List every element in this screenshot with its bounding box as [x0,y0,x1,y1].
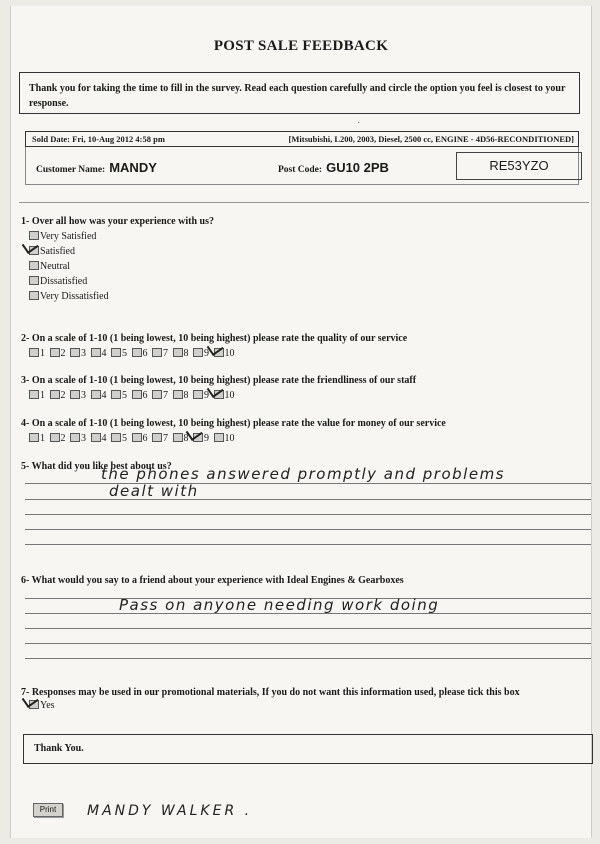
checkbox-icon[interactable] [111,433,121,442]
rating-option[interactable] [50,390,71,401]
customer-row [25,147,579,185]
rating-label: 4 [101,390,107,401]
handwritten-answer-q6: Pass on anyone needing work doing [119,596,440,614]
checkbox-icon[interactable] [111,348,121,357]
question-7: 7- Responses may be used in our promotional materials, If you do not want this information used, please tick this box [21,687,520,698]
q1-options [29,229,109,304]
rating-option[interactable] [29,433,50,444]
checked-checkbox-icon[interactable] [214,390,224,399]
checkbox-icon[interactable] [132,433,142,442]
rating-option[interactable] [70,433,91,444]
checkbox-icon[interactable] [173,348,183,357]
answer-line [25,514,591,515]
vehicle-details: [Mitsubishi, L200, 2003, Diesel, 2500 cc, ENGINE - 4D56-RECONDITIONED] [288,134,574,144]
rating-option[interactable] [152,433,173,444]
rating-label: 1 [40,390,45,401]
checkbox-icon[interactable] [193,390,203,399]
question-5: 5- What did you like best about us? [21,461,172,472]
thank-you-box: Thank You. [23,734,593,764]
rating-label: 3 [81,390,86,401]
rating-label: 5 [122,433,127,444]
print-button[interactable]: Print [33,803,63,817]
rating-label: 6 [142,433,148,444]
postcode-label: Post Code: [278,165,323,175]
rating-label: 10 [224,433,235,444]
rating-option[interactable] [132,348,153,359]
rating-label: 9 [204,390,209,401]
checkbox-icon[interactable] [29,348,39,357]
postcode-value: GU10 2PB [326,160,389,175]
checkbox-icon[interactable] [173,390,183,399]
rating-label: 6 [142,390,148,401]
rating-label: 6 [142,348,148,359]
rating-label: 1 [40,433,45,444]
rating-option[interactable] [193,433,214,444]
registration-box: RE53YZO [456,152,582,180]
rating-option[interactable] [111,390,132,401]
checkbox-icon[interactable] [214,433,224,442]
rating-label: 2 [60,348,66,359]
rating-option[interactable] [173,390,194,401]
rating-label: 1 [40,348,45,359]
checkbox-icon[interactable] [29,291,39,300]
rating-label: 2 [60,433,66,444]
rating-label: 7 [163,348,168,359]
feedback-form-page [10,6,592,838]
checked-checkbox-icon[interactable] [214,348,224,357]
checkbox-icon[interactable] [132,348,142,357]
customer-name-value: MANDY [109,160,157,175]
question-2: 2- On a scale of 1-10 (1 being lowest, 10 being highest) please rate the quality of our service [21,333,408,344]
q1-option[interactable]: Neutral [29,259,109,274]
checked-checkbox-icon[interactable] [193,433,203,442]
sold-date: Sold Date: Fri, 10-Aug 2012 4:58 pm [32,134,165,144]
rating-label: 4 [101,348,107,359]
rating-option[interactable] [50,348,71,359]
postcode-field [278,159,389,177]
rating-option[interactable] [214,433,235,444]
answer-line [25,544,591,545]
q1-option[interactable]: Very Satisfied [29,229,109,244]
q3-scale [29,390,234,401]
handwritten-signature: MANDY WALKER . [87,803,253,819]
answer-line [25,658,591,659]
checkbox-icon[interactable] [91,348,101,357]
checkbox-icon[interactable] [193,348,203,357]
checkbox-icon[interactable] [29,276,39,285]
rating-label: 3 [81,433,86,444]
rating-label: 9 [204,433,209,444]
intro-box: Thank you for taking the time to fill in the survey. Read each question carefully and circle the option you feel is closest to your response. [19,72,580,114]
q4-scale [29,433,234,444]
sale-details-row [25,131,579,147]
q2-scale [29,348,234,359]
rating-label: 7 [163,433,168,444]
checkbox-icon[interactable] [91,390,101,399]
q1-option[interactable]: Very Dissatisfied [29,289,109,304]
checked-checkbox-icon[interactable] [29,700,39,709]
rating-option[interactable] [91,433,112,444]
checkbox-icon[interactable] [132,390,142,399]
divider [19,202,589,203]
rating-label: 10 [224,390,235,401]
rating-option[interactable] [29,390,50,401]
checkbox-icon[interactable] [70,433,80,442]
checkbox-icon[interactable] [152,433,162,442]
rating-option[interactable] [214,390,235,401]
answer-line [25,643,591,644]
rating-label: 5 [122,348,127,359]
checkbox-icon[interactable] [152,348,162,357]
rating-option[interactable] [50,433,71,444]
rating-option[interactable] [111,433,132,444]
rating-option[interactable] [152,390,173,401]
customer-name-label: Customer Name: [36,165,106,175]
rating-option[interactable] [29,348,50,359]
rating-label: 7 [163,390,168,401]
rating-label: 10 [224,348,235,359]
rating-label: 8 [183,348,189,359]
checkbox-icon[interactable] [29,433,39,442]
q1-option[interactable]: Satisfied [29,244,109,259]
checkbox-icon[interactable] [50,390,60,399]
handwritten-answer-q5-continued: dealt with [109,482,199,500]
rating-option[interactable] [132,390,153,401]
checkbox-icon[interactable] [70,348,80,357]
question-3: 3- On a scale of 1-10 (1 being lowest, 10 being highest) please rate the friendliness of our staff [21,375,417,386]
rating-label: 5 [122,390,127,401]
checkbox-icon[interactable] [152,390,162,399]
rating-label: 8 [183,433,189,444]
rating-option[interactable] [111,348,132,359]
checkbox-icon[interactable] [29,390,39,399]
rating-label: 3 [81,348,86,359]
question-6: 6- What would you say to a friend about your experience with Ideal Engines & Gearboxes [21,575,404,586]
rating-label: 8 [183,390,189,401]
form-title: POST SALE FEEDBACK [213,38,389,54]
stray-mark: · [357,118,361,129]
rating-option[interactable] [91,348,112,359]
q1-option[interactable]: Dissatisfied [29,274,109,289]
rating-option[interactable] [91,390,112,401]
rating-option[interactable] [152,348,173,359]
rating-option[interactable] [173,348,194,359]
customer-name-field [36,159,157,177]
checkbox-icon[interactable] [173,433,183,442]
q7-option[interactable]: Yes [29,700,55,711]
question-4: 4- On a scale of 1-10 (1 being lowest, 10 being highest) please rate the value for money of our service [21,418,446,429]
answer-line [25,529,591,530]
rating-option[interactable] [70,348,91,359]
rating-label: 2 [60,390,66,401]
handwritten-answer-q5: the phones answered promptly and problems [101,465,505,483]
rating-option[interactable] [214,348,235,359]
question-1: 1- Over all how was your experience with us? [21,216,214,227]
rating-label: 4 [101,433,107,444]
answer-line [25,628,591,629]
rating-label: 9 [204,348,209,359]
checkbox-icon[interactable] [70,390,80,399]
checked-checkbox-icon[interactable] [29,246,39,255]
checkbox-icon[interactable] [91,433,101,442]
rating-option[interactable] [132,433,153,444]
checkbox-icon[interactable] [29,261,39,270]
checkbox-icon[interactable] [111,390,121,399]
checkbox-icon[interactable] [50,433,60,442]
checkbox-icon[interactable] [50,348,60,357]
rating-option[interactable] [70,390,91,401]
